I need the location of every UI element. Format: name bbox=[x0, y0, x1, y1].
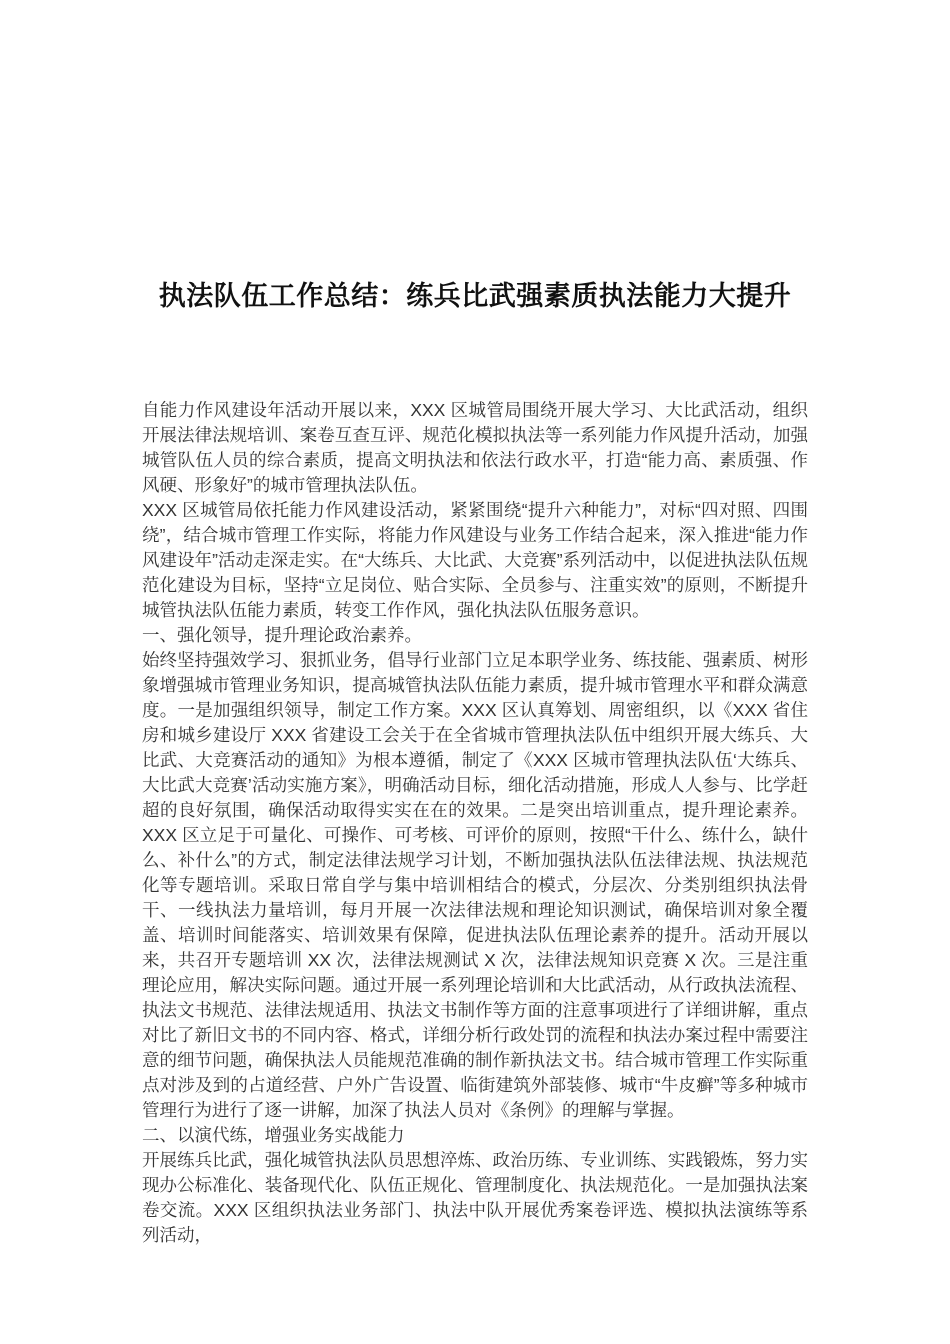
document-body bbox=[142, 398, 808, 1248]
intro-paragraph: 自能力作风建设年活动开展以来，XXX 区城管局围绕开展大学习、大比武活动，组织开展法律法规培训、案卷互查互评、规范化模拟执法等一系列能力作风提升活动，加强城管队伍人员的综合素质，提高文明执法和依法行政水平，打造“能力高、素质强、作风硬、形象好”的城市管理执法队伍。 bbox=[142, 400, 808, 495]
section-1-heading: 一、强化领导，提升理论政治素养。 bbox=[142, 625, 422, 645]
section-2-body: 开展练兵比武，强化城管执法队员思想淬炼、政治历练、专业训练、实践锻炼，努力实现办公标准化、装备现代化、队伍正规化、管理制度化、执法规范化。一是加强执法案卷交流。XXX 区组织执法业务部门、执法中队开展优秀案卷评选、模拟执法演练等系列活动， bbox=[142, 1150, 808, 1245]
overview-paragraph: XXX 区城管局依托能力作风建设活动，紧紧围绕“提升六种能力”，对标“四对照、四围绕”，结合城市管理工作实际，将能力作风建设与业务工作结合起来，深入推进“能力作风建设年”活动走深走实。在“大练兵、大比武、大竞赛”系列活动中，以促进执法队伍规范化建设为目标，坚持“立足岗位、贴合实际、全员参与、注重实效”的原则，不断提升城管执法队伍能力素质，转变工作作风，强化执法队伍服务意识。 bbox=[142, 500, 808, 620]
section-2-heading: 二、以演代练，增强业务实战能力 bbox=[142, 1125, 405, 1145]
document-title: 执法队伍工作总结：练兵比武强素质执法能力大提升 bbox=[158, 281, 792, 311]
section-1-body: 始终坚持强效学习、狠抓业务，倡导行业部门立足本职学业务、练技能、强素质、树形象增强城市管理业务知识，提高城管执法队伍能力素质，提升城市管理水平和群众满意度。一是加强组织领导，制定工作方案。XXX 区认真筹划、周密组织，以《XXX 省住房和城乡建设厅 XXX 省建设工会关于在全省城市管理执法队伍中组织开展大练兵、大比武、大竞赛活动的通知》为根本遵循，制定了《XXX 区城市管理执法队伍‘大练兵、大比武大竞赛’活动实施方案》，明确活动目标，细化活动措施，形成人人参与、比学赶超的良好氛围，确保活动取得实实在在的效果。二是突出培训重点，提升理论素养。XXX 区立足于可量化、可操作、可考核、可评价的原则，按照“干什么、练什么，缺什么、补什么”的方式，制定法律法规学习计划，不断加强执法队伍法律法规、执法规范化等专题培训。采取日常自学与集中培训相结合的模式，分层次、分类别组织执法骨干、一线执法力量培训，每月开展一次法律法规和理论知识测试，确保培训对象全覆盖、培训时间能落实、培训效果有保障，促进执法队伍理论素养的提升。活动开展以来，共召开专题培训 XX 次，法律法规测试 X 次，法律法规知识竞赛 X 次。三是注重理论应用，解决实际问题。通过开展一系列理论培训和大比武活动，从行政执法流程、执法文书规范、法律法规适用、执法文书制作等方面的注意事项进行了详细讲解，重点对比了新旧文书的不同内容、格式，详细分析行政处罚的流程和执法办案过程中需要注意的细节问题，确保执法人员能规范准确的制作新执法文书。结合城市管理工作实际重点对涉及到的占道经营、户外广告设置、临街建筑外部装修、城市“牛皮癣”等多种城市管理行为进行了逐一讲解，加深了执法人员对《条例》的理解与掌握。 bbox=[142, 650, 808, 1120]
